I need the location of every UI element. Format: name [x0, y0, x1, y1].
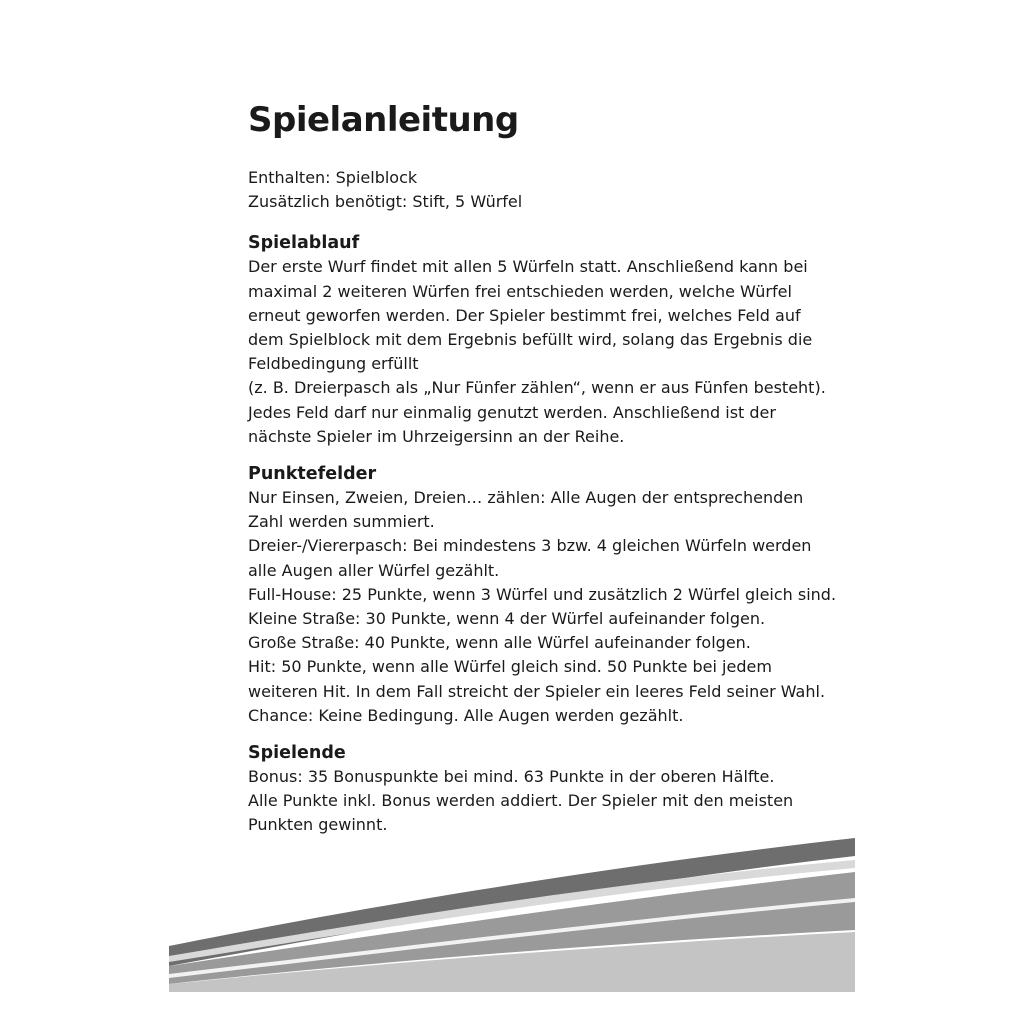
section-line: Der erste Wurf findet mit allen 5 Würfeln statt. Anschließend kann bei — [248, 257, 808, 277]
section-line: nächste Spieler im Uhrzeigersinn an der Reihe. — [248, 426, 625, 446]
section-line: (z. B. Dreierpasch als „Nur Fünfer zählen“, wenn er aus Fünfen besteht). — [248, 378, 826, 398]
section-line: erneut geworfen werden. Der Spieler bestimmt frei, welches Feld auf — [248, 305, 801, 325]
section-line: Feldbedingung erfüllt — [248, 354, 419, 374]
section-line: Punkten gewinnt. — [248, 815, 388, 835]
section-heading: Spielablauf — [248, 233, 360, 254]
section-punktefelder — [248, 462, 848, 728]
section-heading: Spielende — [248, 743, 346, 764]
section-line: dem Spielblock mit dem Ergebnis befüllt wird, solang das Ergebnis die — [248, 330, 813, 350]
intro-line: Enthalten: Spielblock — [248, 168, 418, 187]
section-line: Full-House: 25 Punkte, wenn 3 Würfel und zusätzlich 2 Würfel gleich sind. — [248, 584, 837, 604]
decorative-swoosh — [169, 838, 855, 992]
section-line: Hit: 50 Punkte, wenn alle Würfel gleich sind. 50 Punkte bei jedem — [248, 657, 772, 677]
page-content — [248, 96, 848, 838]
section-line: Zahl werden summiert. — [248, 512, 435, 532]
section-line: alle Augen aller Würfel gezählt. — [248, 560, 500, 580]
section-line: Dreier-/Viererpasch: Bei mindestens 3 bzw. 4 gleichen Würfeln werden — [248, 536, 812, 556]
section-spielablauf — [248, 231, 848, 449]
section-line: Bonus: 35 Bonuspunkte bei mind. 63 Punkte in der oberen Hälfte. — [248, 767, 775, 787]
section-line: Kleine Straße: 30 Punkte, wenn 4 der Würfel aufeinander folgen. — [248, 609, 766, 629]
section-line: Große Straße: 40 Punkte, wenn alle Würfel aufeinander folgen. — [248, 633, 751, 653]
intro-block — [248, 166, 848, 214]
page-title: Spielanleitung — [248, 100, 519, 140]
section-line: maximal 2 weiteren Würfen frei entschieden werden, welche Würfel — [248, 281, 792, 301]
intro-line: Zusätzlich benötigt: Stift, 5 Würfel — [248, 192, 523, 212]
section-line: Alle Punkte inkl. Bonus werden addiert. Der Spieler mit den meisten — [248, 791, 794, 811]
section-line: weiteren Hit. In dem Fall streicht der Spieler ein leeres Feld seiner Wahl. — [248, 681, 826, 701]
section-line: Jedes Feld darf nur einmalig genutzt werden. Anschließend ist der — [248, 402, 776, 422]
section-heading: Punktefelder — [248, 464, 377, 485]
section-line: Chance: Keine Bedingung. Alle Augen werden gezählt. — [248, 705, 684, 725]
section-spielende — [248, 741, 848, 838]
section-line: Nur Einsen, Zweien, Dreien… zählen: Alle Augen der entsprechenden — [248, 488, 804, 508]
